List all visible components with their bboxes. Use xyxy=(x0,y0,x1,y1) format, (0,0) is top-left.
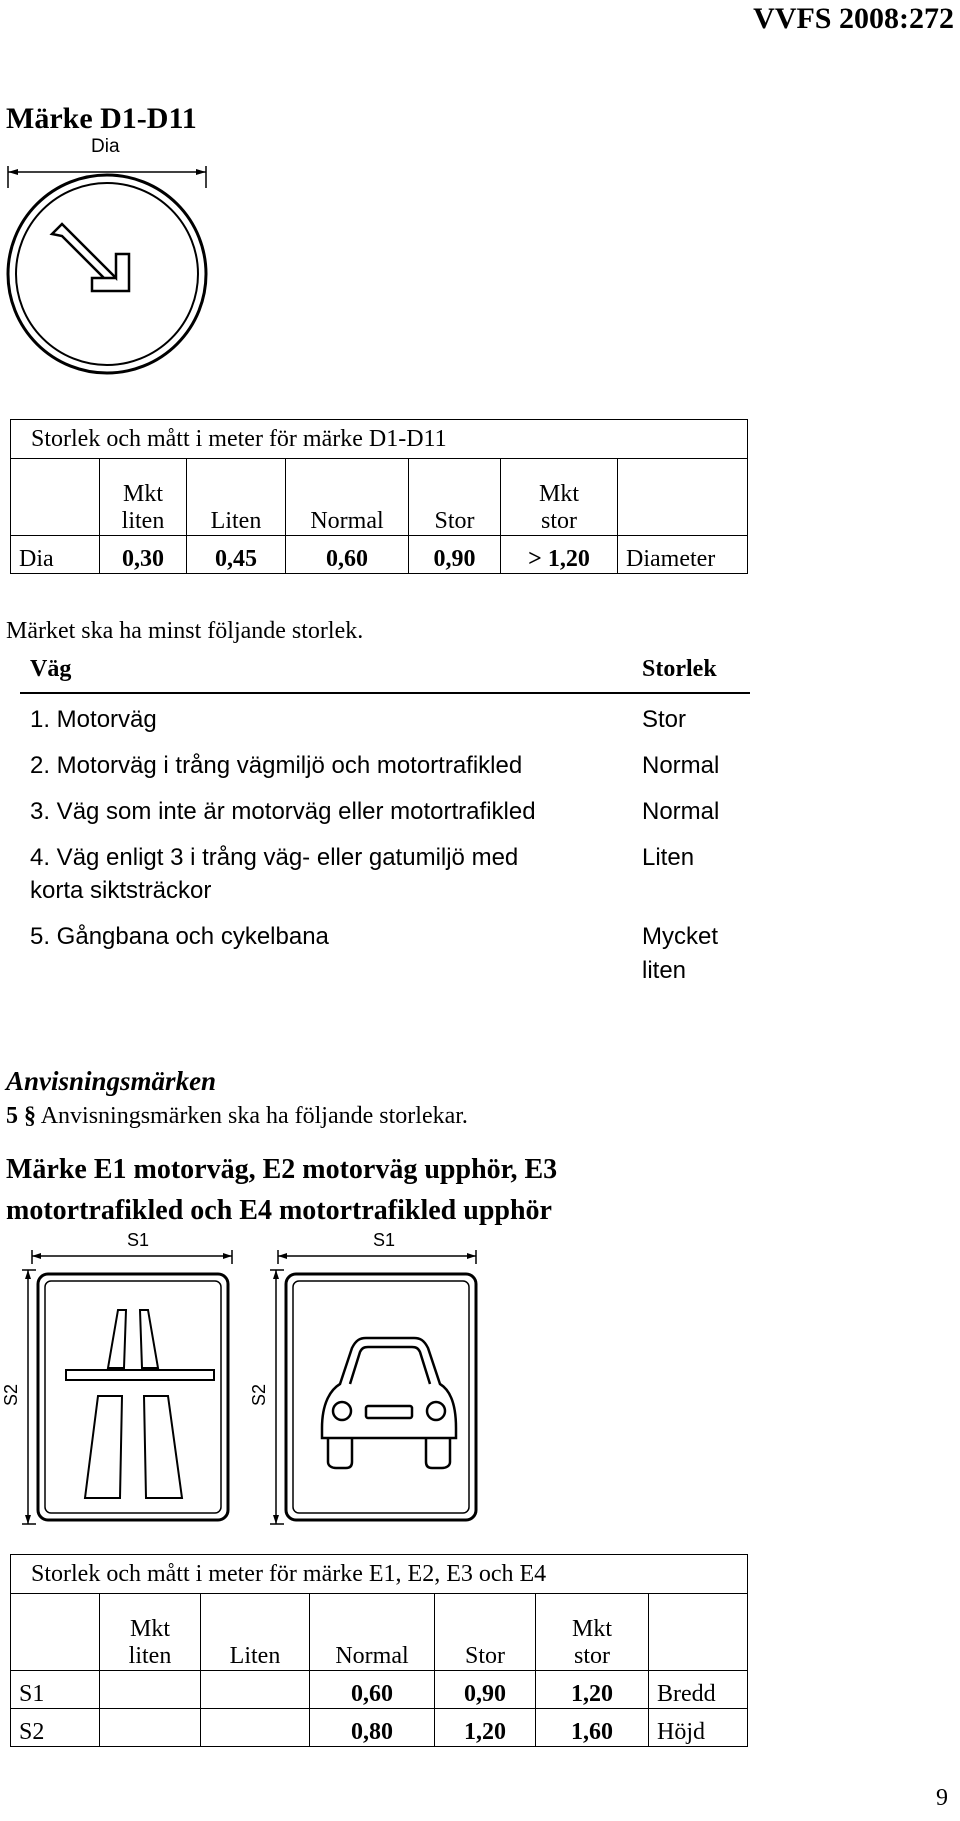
road-header: Väg xyxy=(30,656,72,682)
road-item: 4. Väg enligt 3 i trång väg- eller gatumiljö med xyxy=(30,844,519,871)
anvisningsmarken-heading: Anvisningsmärken xyxy=(6,1066,217,1096)
d-col-liten: Liten xyxy=(187,459,286,536)
dim-label-s1: S1 xyxy=(127,1230,150,1250)
road-item: 1. Motorväg xyxy=(30,706,157,733)
sign-d-drawing xyxy=(0,130,220,380)
section-e-title-line2: motortrafikled och E4 motortrafikled upphör xyxy=(6,1195,552,1226)
e-size-table: Storlek och mått i meter för märke E1, E2, E3 och E4 Mkt liten Liten Normal Stor Mkt stor S1 0,60 0,90 1,20 Bredd S2 0,80 1,20 1,60 Höjd xyxy=(10,1554,748,1747)
document-code: VVFS 2008:272 xyxy=(753,2,954,35)
sign-e-drawings xyxy=(0,1228,500,1528)
motorway-icon xyxy=(66,1310,214,1498)
size-header: Storlek xyxy=(642,656,717,682)
section-e-title-line1: Märke E1 motorväg, E2 motorväg upphör, E3 xyxy=(6,1154,558,1185)
road-item: 3. Väg som inte är motorväg eller motortrafikled xyxy=(30,798,536,825)
road-size-cont: liten xyxy=(642,957,687,984)
e-row-s2: S2 0,80 1,20 1,60 Höjd xyxy=(11,1709,748,1747)
road-item-cont: korta siktsträckor xyxy=(30,877,212,904)
car-icon xyxy=(322,1338,456,1468)
e-table-caption: Storlek och mått i meter för märke E1, E2, E3 och E4 xyxy=(11,1555,748,1594)
road-size: Mycket xyxy=(642,923,719,950)
d-col-mkt-stor: Mkt xyxy=(538,481,579,507)
section-d-title: Märke D1-D11 xyxy=(6,102,197,135)
dim-label-s2: S2 xyxy=(1,1383,21,1406)
road-list-divider xyxy=(20,692,750,694)
d-col-mkt: Mkt xyxy=(122,481,163,507)
d-col-stor: Stor xyxy=(409,459,501,536)
min-size-text: Märket ska ha minst följande storlek. xyxy=(6,618,364,644)
road-size: Normal xyxy=(642,798,720,825)
page-number: 9 xyxy=(936,1785,948,1811)
arrow-down-right-icon xyxy=(52,224,129,291)
road-item: 2. Motorväg i trång vägmiljö och motortrafikled xyxy=(30,752,523,779)
d-size-table: Storlek och mått i meter för märke D1-D11 Mkt liten Liten Normal Stor Mkt stor Dia 0,30 0,45 0,60 0,90 > 1,20 Diameter xyxy=(10,419,748,574)
road-item: 5. Gångbana och cykelbana xyxy=(30,923,329,950)
road-size: Normal xyxy=(642,752,720,779)
svg-text:S2: S2 xyxy=(249,1383,269,1406)
road-size: Liten xyxy=(642,844,695,871)
d-col-normal: Normal xyxy=(286,459,409,536)
road-size: Stor xyxy=(642,706,687,733)
d-row-dia: Dia 0,30 0,45 0,60 0,90 > 1,20 Diameter xyxy=(11,536,748,574)
d-table-caption: Storlek och mått i meter för märke D1-D11 xyxy=(11,420,748,459)
svg-text:S1: S1 xyxy=(373,1230,396,1250)
e-row-s1: S1 0,60 0,90 1,20 Bredd xyxy=(11,1671,748,1709)
dim-label-dia: Dia xyxy=(91,136,120,157)
paragraph-5: 5 § Anvisningsmärken ska ha följande storlekar. xyxy=(6,1103,468,1129)
